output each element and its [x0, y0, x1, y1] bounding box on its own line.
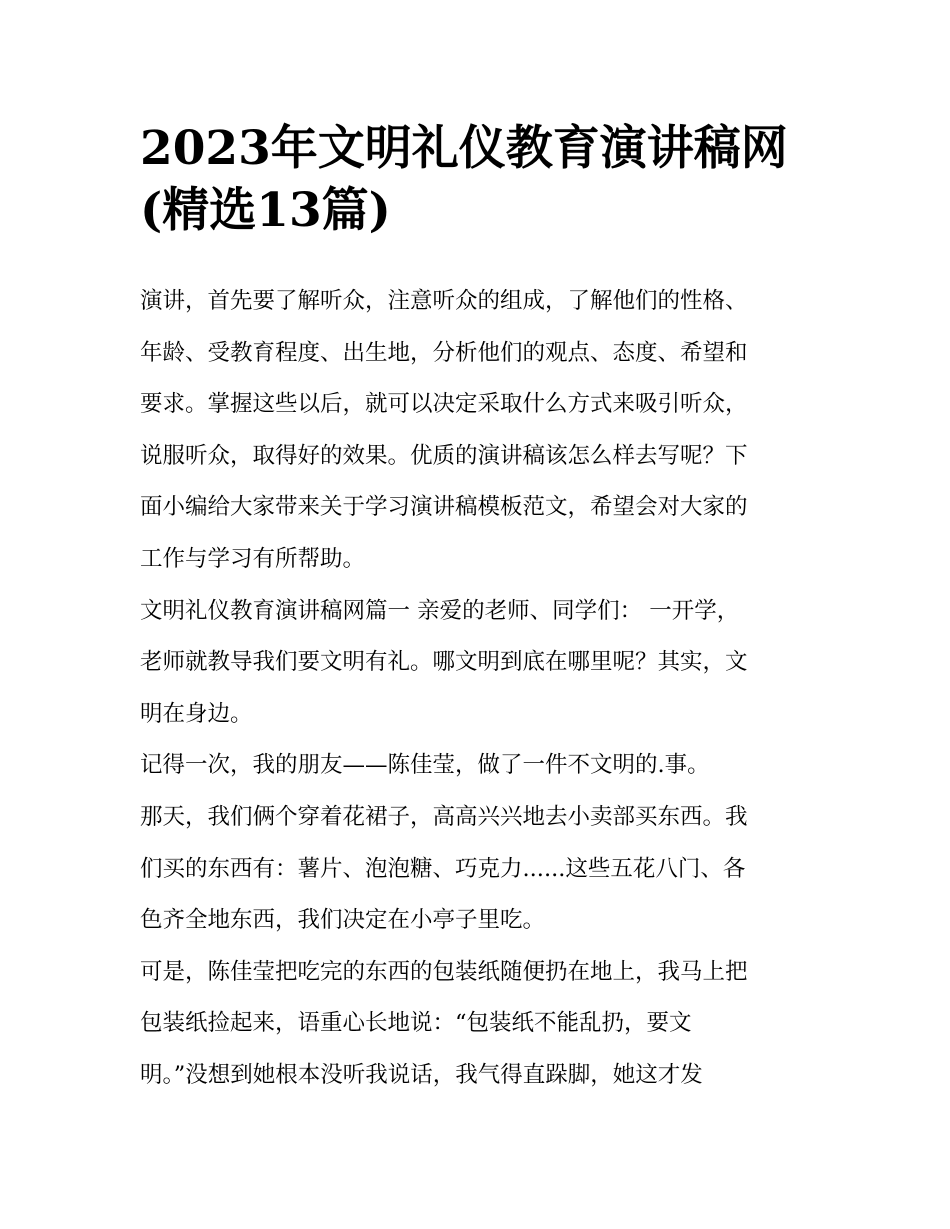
body-line: 说服听众，取得好的效果。优质的演讲稿该怎么样去写呢？下	[140, 442, 748, 469]
body-line: 明在身边。	[140, 700, 253, 727]
body-line: 包装纸捡起来，语重心长地说：“包装纸不能乱扔，要文	[140, 1010, 692, 1037]
document-body	[140, 276, 820, 1102]
body-line: 可是，陈佳莹把吃完的东西的包装纸随便扔在地上，我马上把	[140, 958, 748, 985]
title-line-2: (精选13篇)	[140, 183, 391, 238]
body-line: 明。”没想到她根本没听我说话，我气得直跺脚，她这才发	[140, 1061, 703, 1088]
body-line: 面小编给大家带来关于学习演讲稿模板范文，希望会对大家的	[140, 494, 748, 521]
document-title	[140, 118, 830, 242]
body-line: 文明礼仪教育演讲稿网篇一 亲爱的老师、同学们： 一开学，	[140, 597, 740, 624]
body-line: 老师就教导我们要文明有礼。哪文明到底在哪里呢？其实，文	[140, 649, 748, 676]
body-line: 工作与学习有所帮助。	[140, 545, 366, 572]
body-line: 色齐全地东西，我们决定在小亭子里吃。	[140, 907, 546, 934]
body-line: 要求。掌握这些以后，就可以决定采取什么方式来吸引听众，	[140, 391, 748, 418]
body-line: 年龄、受教育程度、出生地，分析他们的观点、态度、希望和	[140, 339, 748, 366]
body-line: 记得一次，我的朋友——陈佳莹，做了一件不文明的.事。	[140, 752, 710, 779]
body-line: 演讲，首先要了解听众，注意听众的组成，了解他们的性格、	[140, 288, 748, 314]
title-line-1: 2023年文明礼仪教育演讲稿网	[140, 121, 788, 176]
body-line: 们买的东西有：薯片、泡泡糖、巧克力......这些五花八门、各	[140, 855, 746, 882]
body-line: 那天，我们俩个穿着花裙子，高高兴兴地去小卖部买东西。我	[140, 803, 748, 830]
